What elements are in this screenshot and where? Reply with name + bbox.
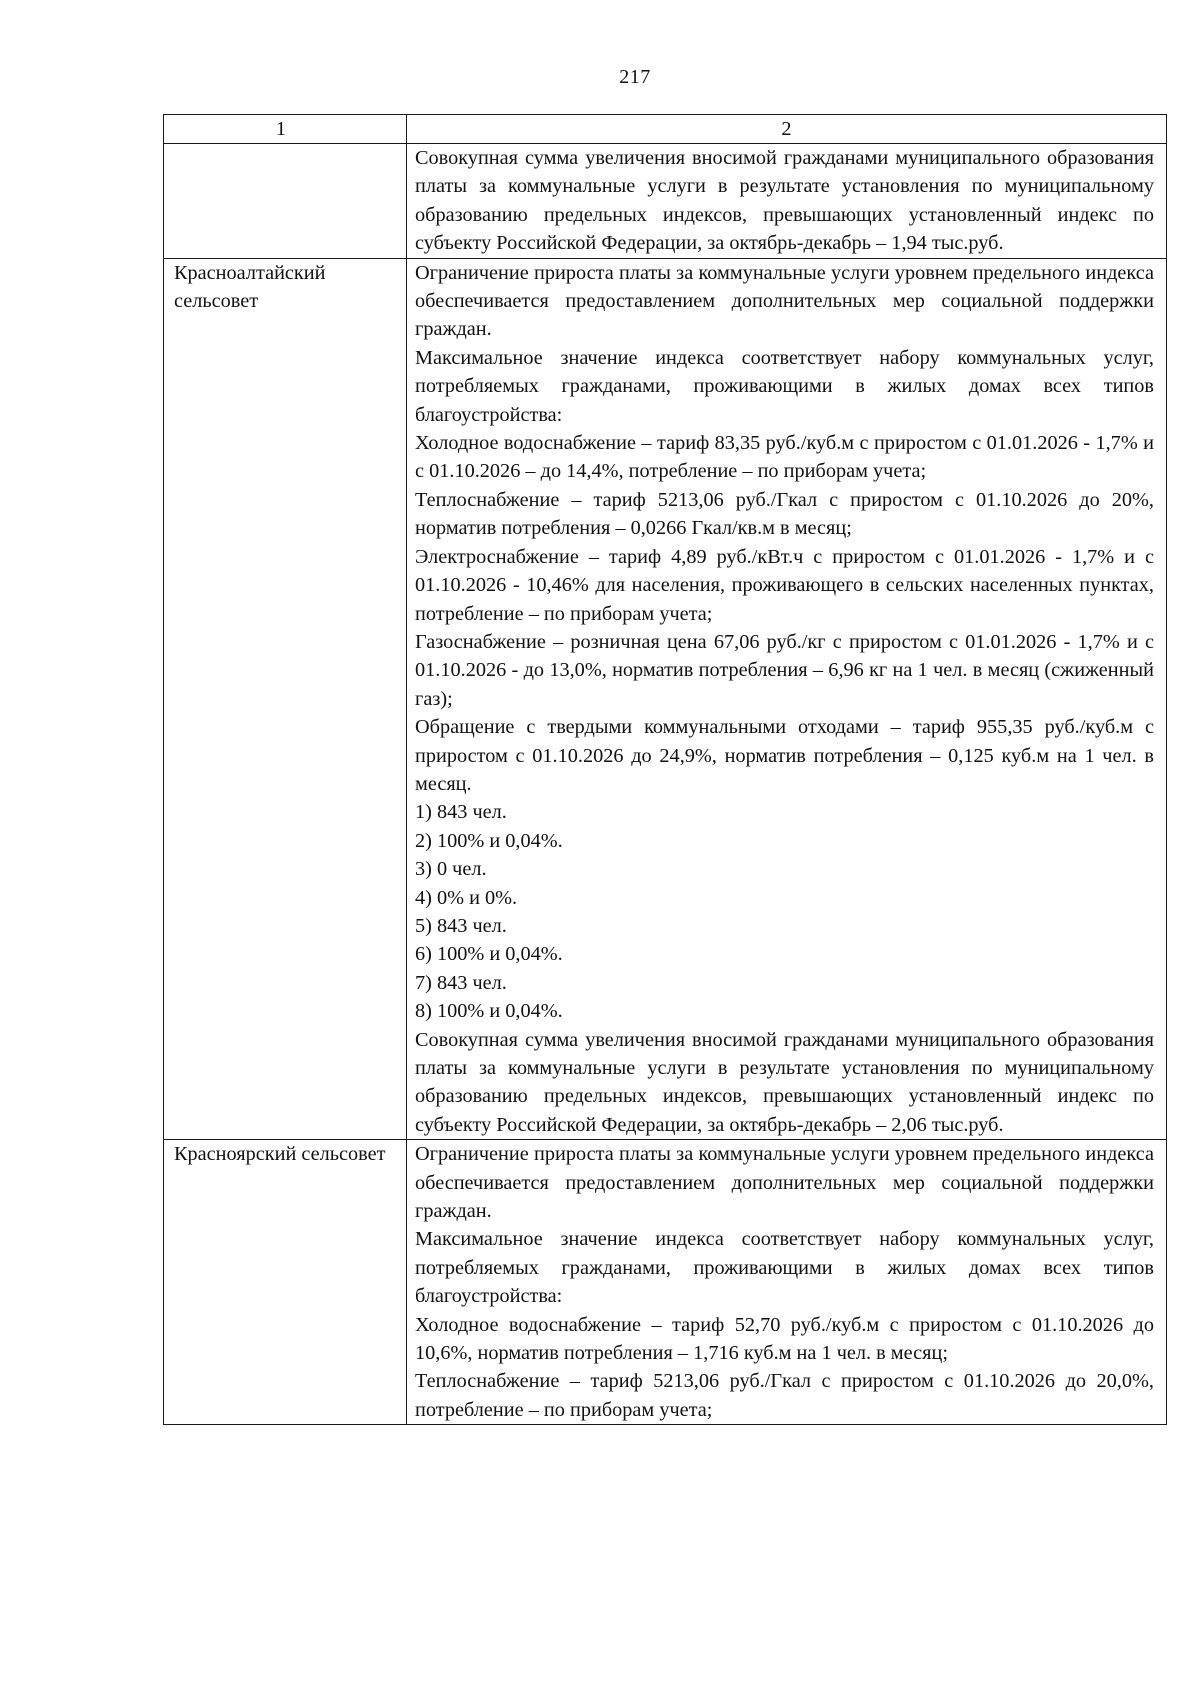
heating-paragraph: Теплоснабжение – тариф 5213,06 руб./Гкал с приростом с 01.10.2026 до 20%, норматив потребления – 0,0266 Гкал/кв.м в месяц; [415,488,1154,540]
limit-paragraph: Ограничение прироста платы за коммунальные услуги уровнем предельного индекса обеспечивается предоставлением дополнительных мер социальной поддержки граждан. [415,1143,1154,1223]
electricity-paragraph: Электроснабжение – тариф 4,89 руб./кВт.ч с приростом с 01.01.2026 - 1,7% и с 01.10.2026 - 10,46% для населения, проживающего в сельских населенных пунктах, потребление – по приборам учета; [415,545,1154,625]
list-item: 5) 843 чел. [415,914,507,937]
list-item: 3) 0 чел. [415,858,487,881]
max-index-paragraph: Максимальное значение индекса соответствует набору коммунальных услуг, потребляемых гражданами, проживающими в жилых домах всех типов благоустройства: [415,346,1154,426]
column-header-settlement: 1 [164,115,407,144]
waste-paragraph: Обращение с твердыми коммунальными отходами – тариф 955,35 руб./куб.м с приростом с 01.10.2026 до 24,9%, норматив потребления – 0,125 куб.м на 1 чел. в месяц. [415,716,1154,795]
heating-paragraph: Теплоснабжение – тариф 5213,06 руб./Гкал с приростом с 01.10.2026 до 20,0%, потребление – по приборам учета; [415,1370,1154,1421]
settlement-cell [164,258,407,1140]
summary-paragraph: Совокупная сумма увеличения вносимой гражданами муниципального образования платы за коммунальные услуги в результате установления по муниципальному образованию предельных индексов, превышающих установленный индекс по субъекту Российской Федерации, за октябрь-декабрь – 2,06 тыс.руб. [415,1028,1154,1136]
list-item: 8) 100% и 0,04%. [415,1000,563,1023]
table-header-row [164,115,1167,144]
document-table [163,114,1167,1425]
list-item: 7) 843 чел. [415,971,507,994]
cold-water-paragraph: Холодное водоснабжение – тариф 83,35 руб./куб.м с приростом с 01.01.2026 - 1,7% и с 01.10.2026 – до 14,4%, потребление – по приборам учета; [415,432,1154,483]
settlement-cell [164,1140,407,1425]
list-item: 1) 843 чел. [415,801,507,824]
gas-paragraph: Газоснабжение – розничная цена 67,06 руб./кг с приростом с 01.01.2026 - 1,7% и с 01.10.2026 - до 13,0%, норматив потребления – 6,96 кг на 1 чел. в месяц (сжиженный газ); [415,630,1154,710]
settlement-name: Красноярский сельсовет [174,1143,386,1166]
column-header-description: 2 [407,115,1167,144]
table-row [164,1140,1167,1425]
list-item: 2) 100% и 0,04%. [415,829,563,852]
summary-paragraph: Совокупная сумма увеличения вносимой гражданами муниципального образования платы за коммунальные услуги в результате установления по муниципальному образованию предельных индексов, превышающих установленный индекс по субъекту Российской Федерации, за октябрь-декабрь – 1,94 тыс.руб. [415,147,1154,255]
max-index-paragraph: Максимальное значение индекса соответствует набору коммунальных услуг, потребляемых гражданами, проживающими в жилых домах всех типов благоустройства: [415,1228,1154,1308]
list-item: 6) 100% и 0,04%. [415,943,563,966]
table-row [164,258,1167,1140]
description-cell [407,258,1167,1140]
limit-paragraph: Ограничение прироста платы за коммунальные услуги уровнем предельного индекса обеспечивается предоставлением дополнительных мер социальной поддержки граждан. [415,261,1154,341]
table-row [164,144,1167,259]
list-item: 4) 0% и 0%. [415,886,518,909]
description-cell [407,144,1167,259]
page-number: 217 [619,66,651,88]
settlement-cell [164,144,407,259]
settlement-name: Красноалтайский сельсовет [174,261,326,313]
cold-water-paragraph: Холодное водоснабжение – тариф 52,70 руб./куб.м с приростом с 01.10.2026 до 10,6%, норматив потребления – 1,716 куб.м на 1 чел. в месяц; [415,1313,1154,1365]
description-cell [407,1140,1167,1425]
